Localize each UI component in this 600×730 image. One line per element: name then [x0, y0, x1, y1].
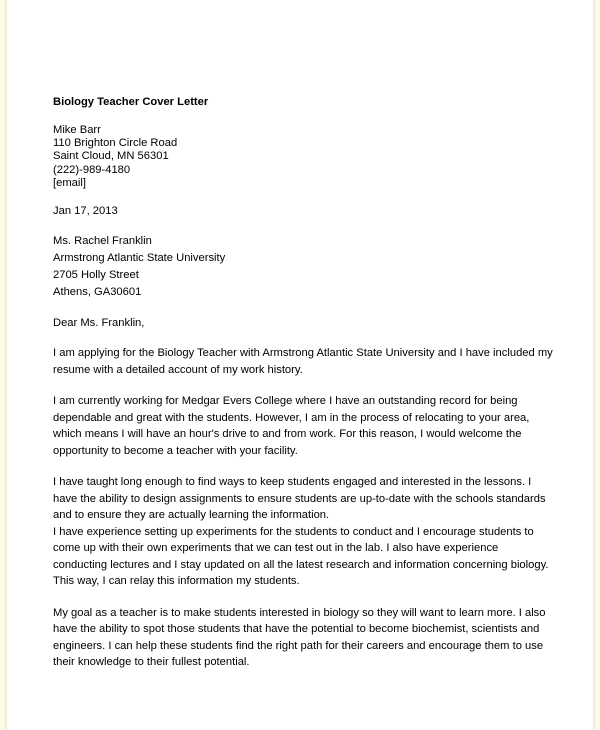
paragraph-goal: My goal as a teacher is to make students interested in biology so they will want to learn more. I also have the ability to spot those students that have the potential to become biochemist, scientists and engineers. I can help these students find the right path for their careers and encourage them to use their knowledge to their fullest potential. — [53, 606, 546, 669]
letter-body — [53, 95, 553, 671]
sender-block — [53, 124, 553, 190]
recipient-street: 2705 Holly Street — [53, 269, 139, 282]
sender-email: [email] — [53, 176, 86, 189]
paragraph-experiments: I have experience setting up experiments for the students to conduct and I encourage students to come up with their own experiments that we can test out in the lab. I also have experience conducting lectures and I stay updated on all the latest research and information concerning biology. This way, I can relay this information my students. — [53, 525, 549, 588]
paragraph-intro: I am applying for the Biology Teacher with Armstrong Atlantic State University and I have included my resume with a detailed account of my work history. — [53, 347, 553, 376]
recipient-organization: Armstrong Atlantic State University — [53, 252, 226, 265]
recipient-name: Ms. Rachel Franklin — [53, 235, 152, 248]
sender-name: Mike Barr — [53, 124, 101, 136]
document-page — [7, 0, 593, 730]
letter-title: Biology Teacher Cover Letter — [53, 96, 209, 108]
sender-street: 110 Brighton Circle Road — [53, 137, 178, 150]
recipient-city: Athens, GA30601 — [53, 286, 142, 299]
salutation: Dear Ms. Franklin, — [53, 317, 145, 330]
paragraph-current-role: I am currently working for Medgar Evers College where I have an outstanding record for being dependable and great with the students. However, I am in the process of relocating to your area, which means I will have an hour's drive to and from work. For this reason, I would welcome the opportunity to become a teacher with your facility. — [53, 395, 530, 457]
recipient-block — [53, 233, 553, 301]
sender-phone: (222)-989-4180 — [53, 163, 131, 176]
sender-city: Saint Cloud, MN 56301 — [53, 150, 169, 163]
letter-date: Jan 17, 2013 — [53, 205, 118, 218]
paragraph-teaching: I have taught long enough to find ways to keep students engaged and interested in the lessons. I have the ability to design assignments to ensure students are up-to-date with the schools standards and to ensure they are actually learning the information. — [53, 476, 546, 522]
